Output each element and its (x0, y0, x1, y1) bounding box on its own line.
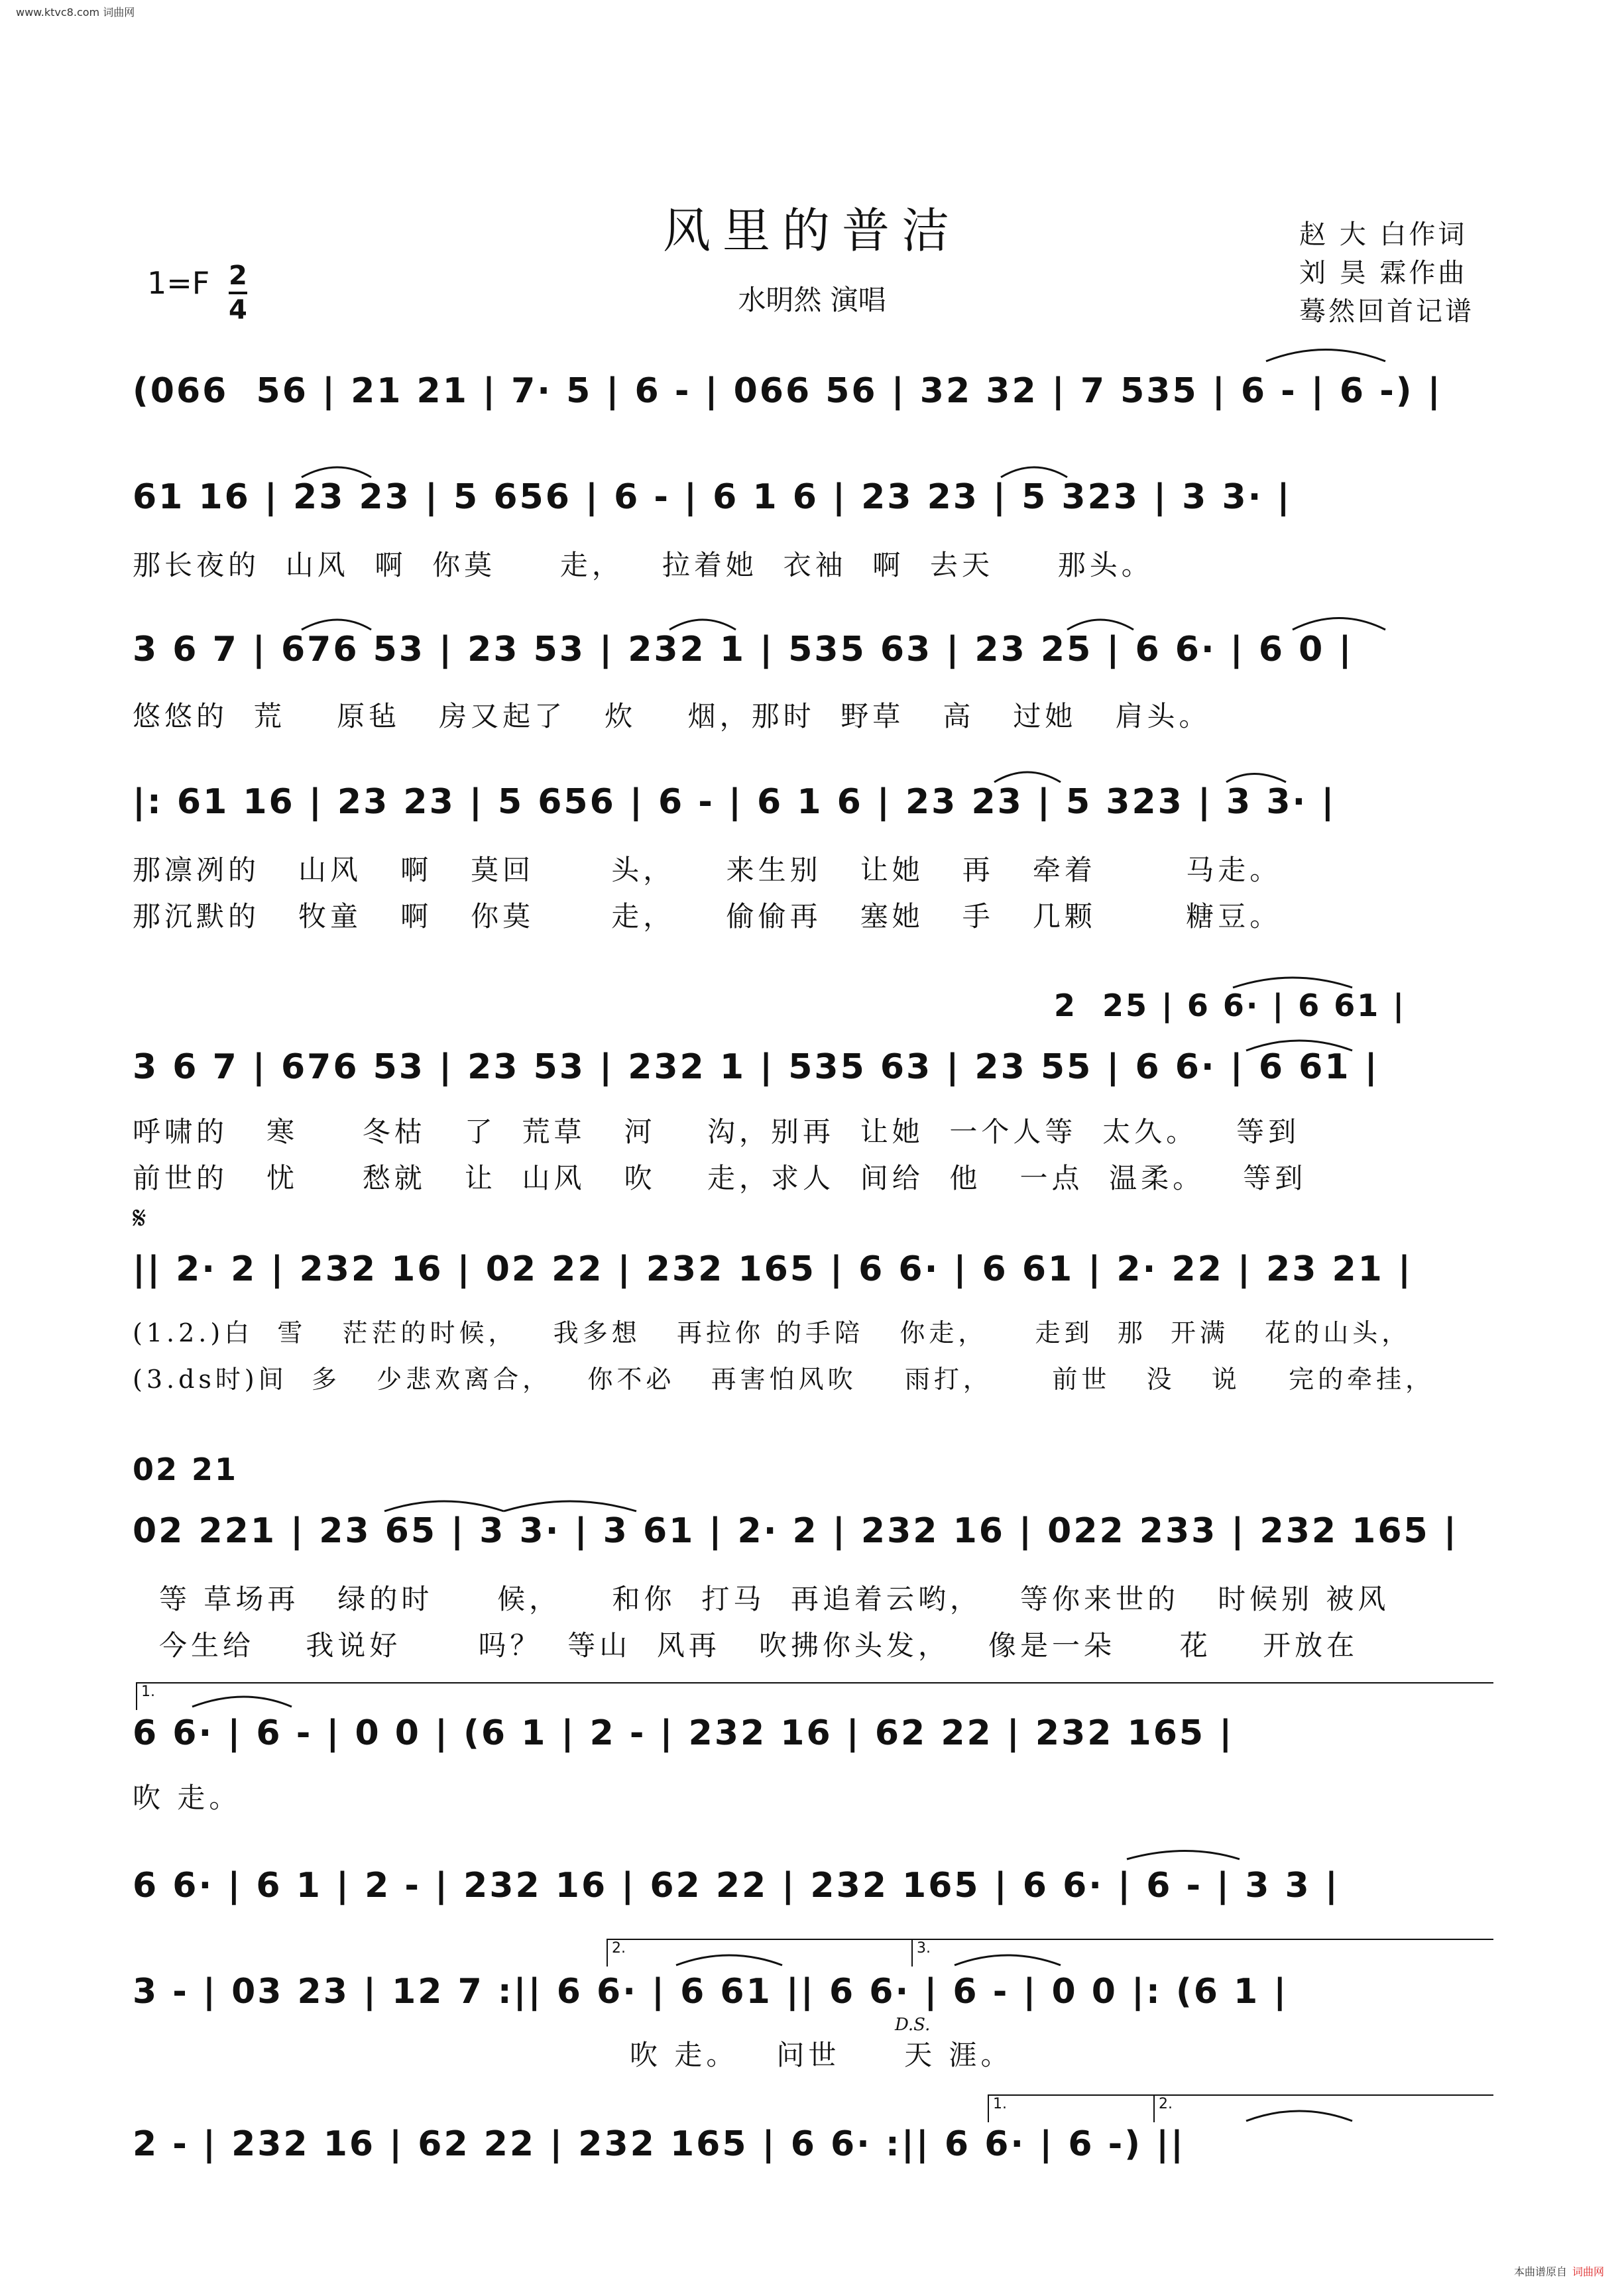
slur (955, 1955, 1061, 1965)
volta-2-bracket: 2. (607, 1939, 917, 1967)
volta-1-bracket: 1. (136, 1682, 1493, 1710)
notation-row: 6 6· | 6 1 | 2 - | 232 16 | 62 22 | 232 165 | 6 6· | 6 - | 3 3 | (133, 1866, 1340, 1906)
slur (192, 1697, 292, 1707)
slur (1001, 467, 1067, 477)
volta-1-bracket: 1. (988, 2094, 1159, 2122)
lyric-line: 吹 走。 问世 天 涯。 (630, 2039, 1013, 2071)
slur (1266, 350, 1385, 362)
variant-notation: 2 25 | 6 6· | 6 61 | (1054, 988, 1407, 1023)
slur (1246, 1041, 1352, 1051)
composer-credit: 刘 昊 霖作曲 (1299, 258, 1468, 288)
slur (504, 1501, 636, 1511)
segno-mark: 𝄋 (133, 1200, 146, 1237)
slur (302, 620, 371, 630)
variant-notation: 02 21 (133, 1452, 239, 1487)
slur (302, 467, 371, 477)
key-signature: 1=F (147, 265, 210, 301)
site-url: www.ktvc8.com 词曲网 (16, 6, 135, 19)
notation-row: 3 6 7 | 676 53 | 23 53 | 232 1 | 535 63 | 23 55 | 6 6· | 6 61 | (133, 1047, 1379, 1087)
slur (1226, 774, 1286, 783)
slur (1293, 618, 1385, 630)
notation-row: 61 16 | 23 23 | 5 656 | 6 - | 6 1 6 | 23 23 | 5 323 | 3 3· | (133, 477, 1292, 517)
notation-row: 3 - | 03 23 | 12 7 :|| 6 6· | 6 61 || 6 6· | 6 - | 0 0 |: (6 1 | (133, 1972, 1289, 2012)
singer-credit: 水明然 演唱 (738, 284, 886, 316)
lyric-line: 今生给 我说好 吗？ 等山 风再 吹拂你头发， 像是一朵 花 开放在 (159, 1629, 1359, 1662)
notation-row: |: 61 16 | 23 23 | 5 656 | 6 - | 6 1 6 | 23 23 | 5 323 | 3 3· | (133, 782, 1336, 822)
lyricist-credit: 赵 大 白作词 (1299, 219, 1468, 250)
notation-row: || 2· 2 | 232 16 | 02 22 | 232 165 | 6 6· | 6 61 | 2· 22 | 23 21 | (133, 1249, 1413, 1289)
volta-2-bracket: 2. (1153, 2094, 1493, 2122)
transcriber-credit: 蓦然回首记谱 (1299, 296, 1474, 327)
slur (1246, 2111, 1352, 2121)
slur (676, 1955, 782, 1965)
slur (994, 772, 1061, 782)
notation-row: 6 6· | 6 - | 0 0 | (6 1 | 2 - | 232 16 | 62 22 | 232 165 | (133, 1713, 1234, 1753)
ds-mark: D.S. (895, 2015, 931, 2035)
lyric-line: 前世的 忧 愁就 让 山风 吹 走，求人 间给 他 一点 温柔。 等到 (133, 1162, 1307, 1194)
slur (384, 1501, 504, 1511)
song-title: 风里的普洁 (662, 203, 961, 258)
lyric-line: 悠悠的 荒 原毡 房又起了 炊 烟，那时 野草 高 过她 肩头。 (133, 700, 1211, 732)
notation-row: 2 - | 232 16 | 62 22 | 232 165 | 6 6· :|| 6 6· | 6 -) || (133, 2124, 1186, 2164)
lyric-line: 呼啸的 寒 冬枯 了 荒草 河 沟，别再 让她 一个人等 太久。 等到 (133, 1115, 1301, 1148)
time-signature-top: 2 (229, 260, 247, 294)
footer-brand: 词曲网 (1572, 2265, 1604, 2278)
lyric-line: 那凛冽的 山风 啊 莫回 头， 来生别 让她 再 牵着 马走。 (133, 854, 1282, 886)
time-signature-bottom: 4 (229, 295, 247, 325)
slur (1127, 1851, 1240, 1860)
volta-3-bracket: 3. (911, 1939, 1493, 1967)
slur (1233, 978, 1352, 988)
notation-row: 02 221 | 23 65 | 3 3· | 3 61 | 2· 2 | 232 16 | 022 233 | 232 165 | (133, 1511, 1458, 1551)
notation-row: 3 6 7 | 676 53 | 23 53 | 232 1 | 535 63 | 23 25 | 6 6· | 6 0 | (133, 630, 1354, 669)
lyric-line: 那长夜的 山风 啊 你莫 走， 拉着她 衣袖 啊 去天 那头。 (133, 549, 1153, 581)
slur (1067, 620, 1133, 630)
lyric-line: (1.2.)白 雪 茫茫的时候， 我多想 再拉你 的手陪 你走， 走到 那 开满 花的山头， (133, 1318, 1411, 1347)
notation-row: (066 56 | 21 21 | 7· 5 | 6 - | 066 56 | 32 32 | 7 535 | 6 - | 6 -) | (133, 371, 1442, 411)
footer-text: 本曲谱原自 (1513, 2265, 1567, 2278)
lyric-line: 吹 走。 (133, 1782, 241, 1814)
slur (669, 620, 736, 630)
lyric-line: (3.ds时)间 多 少悲欢离合， 你不必 再害怕风吹 雨打， 前世 没 说 完的牵挂， (133, 1365, 1435, 1394)
lyric-line: 等 草场再 绿的时 候， 和你 打马 再追着云哟， 等你来世的 时候别 被风 (159, 1583, 1390, 1615)
lyric-line: 那沉默的 牧童 啊 你莫 走， 偷偷再 塞她 手 几颗 糖豆。 (133, 900, 1282, 933)
